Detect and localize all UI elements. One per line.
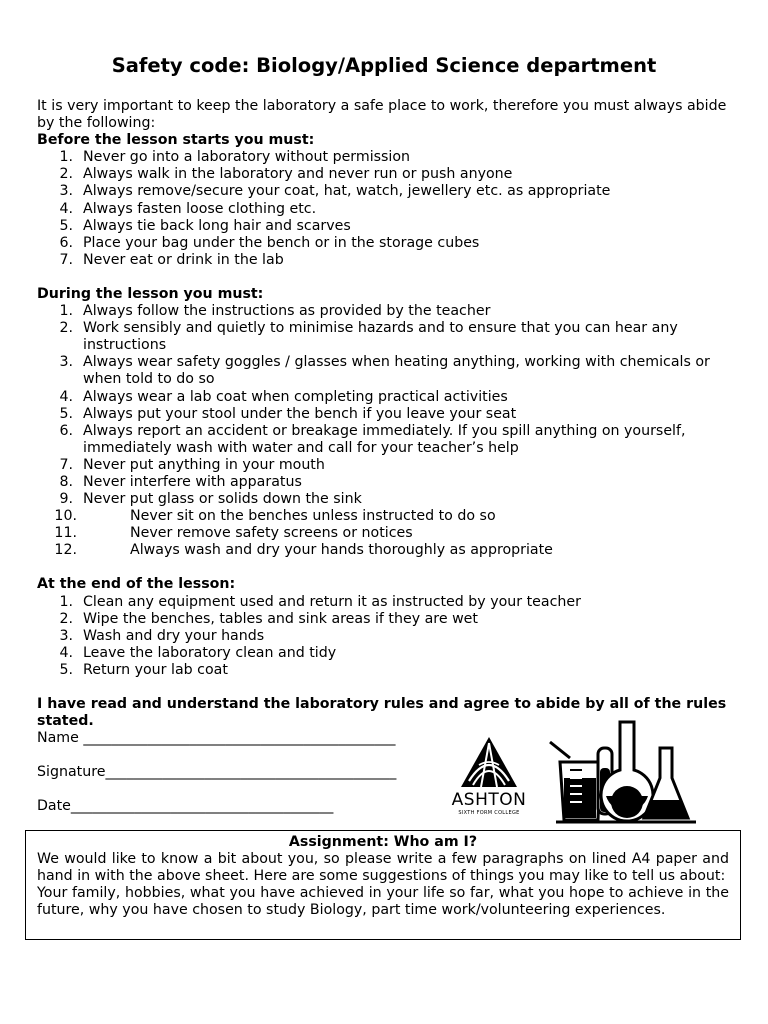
section-heading-during: During the lesson you must: bbox=[37, 285, 264, 302]
name-field[interactable]: Name ____________________________________________ bbox=[37, 730, 396, 747]
logo-subtitle-text: SIXTH FORM COLLEGE bbox=[458, 810, 520, 816]
list-item: 6. Place your bag under the bench or in the storage cubes bbox=[59, 234, 480, 251]
list-item: 6. Always report an accident or breakage immediately. If you spill anything on yourself, immediately wash with water and call for your teacher’s help bbox=[59, 422, 686, 456]
list-item: 2. Wipe the benches, tables and sink areas if they are wet bbox=[59, 610, 478, 627]
assignment-box bbox=[25, 830, 741, 940]
list-item: 4. Always wear a lab coat when completing practical activities bbox=[59, 388, 508, 405]
list-item: 1. Always follow the instructions as provided by the teacher bbox=[59, 303, 491, 320]
list-item: 2. Work sensibly and quietly to minimise hazards and to ensure that you can hear any instructions bbox=[59, 320, 678, 354]
signature-field[interactable]: Signature_________________________________________ bbox=[37, 764, 397, 781]
intro-text: It is very important to keep the laboratory a safe place to work, therefore you must always abide by the following: bbox=[37, 98, 727, 132]
list-item: 2. Always walk in the laboratory and never run or push anyone bbox=[59, 166, 513, 183]
list-item: 1. Clean any equipment used and return it as instructed by your teacher bbox=[59, 593, 581, 610]
list-item: 3. Wash and dry your hands bbox=[59, 627, 265, 644]
assignment-suggestions: Your family, hobbies, what you have achieved in your life so far, what you hope to achieve in the future, why you have chosen to study Biology, part time work/volunteering experiences. bbox=[37, 885, 729, 919]
date-field[interactable]: Date_____________________________________ bbox=[37, 798, 334, 815]
list-item: 5. Return your lab coat bbox=[59, 661, 228, 678]
list-item: 5. Always tie back long hair and scarves bbox=[59, 217, 351, 234]
list-item: 3. Always remove/secure your coat, hat, watch, jewellery etc. as appropriate bbox=[59, 183, 611, 200]
section-heading-before: Before the lesson starts you must: bbox=[37, 132, 315, 149]
end-lesson-list bbox=[37, 594, 737, 679]
list-item: 11. Never remove safety screens or notices bbox=[54, 525, 413, 542]
section-heading-end: At the end of the lesson: bbox=[37, 576, 236, 593]
list-item: 10. Never sit on the benches unless instructed to do so bbox=[54, 508, 496, 525]
list-item: 8. Never interfere with apparatus bbox=[59, 473, 302, 490]
college-logo bbox=[449, 735, 529, 819]
assignment-title: Assignment: Who am I? bbox=[288, 834, 478, 850]
list-item: 7. Never put anything in your mouth bbox=[59, 456, 325, 473]
lab-glassware-icon bbox=[548, 718, 700, 826]
list-item: 3. Always wear safety goggles / glasses when heating anything, working with chemicals or when told to do so bbox=[59, 354, 710, 388]
list-item: 9. Never put glass or solids down the sink bbox=[59, 491, 362, 508]
page-title: Safety code: Biology/Applied Science department bbox=[111, 54, 657, 77]
during-lesson-list bbox=[37, 303, 737, 559]
list-item: 1. Never go into a laboratory without permission bbox=[59, 149, 411, 166]
logo-emblem-icon bbox=[449, 735, 529, 791]
list-item: 5. Always put your stool under the bench if you leave your seat bbox=[59, 405, 517, 422]
list-item: 7. Never eat or drink in the lab bbox=[59, 251, 284, 268]
assignment-instructions: We would like to know a bit about you, so please write a few paragraphs on lined A4 paper and hand in with the above sheet. Here are some suggestions of things you may like to tell us about: bbox=[37, 851, 729, 885]
list-item: 4. Always fasten loose clothing etc. bbox=[59, 200, 317, 217]
list-item: 12. Always wash and dry your hands thoroughly as appropriate bbox=[54, 542, 553, 559]
before-lesson-list bbox=[37, 149, 737, 269]
list-item: 4. Leave the laboratory clean and tidy bbox=[59, 644, 337, 661]
logo-brand-text: ASHTON bbox=[451, 790, 527, 810]
agreement-statement: I have read and understand the laboratory rules and agree to abide by all of the rules stated. bbox=[37, 696, 727, 730]
